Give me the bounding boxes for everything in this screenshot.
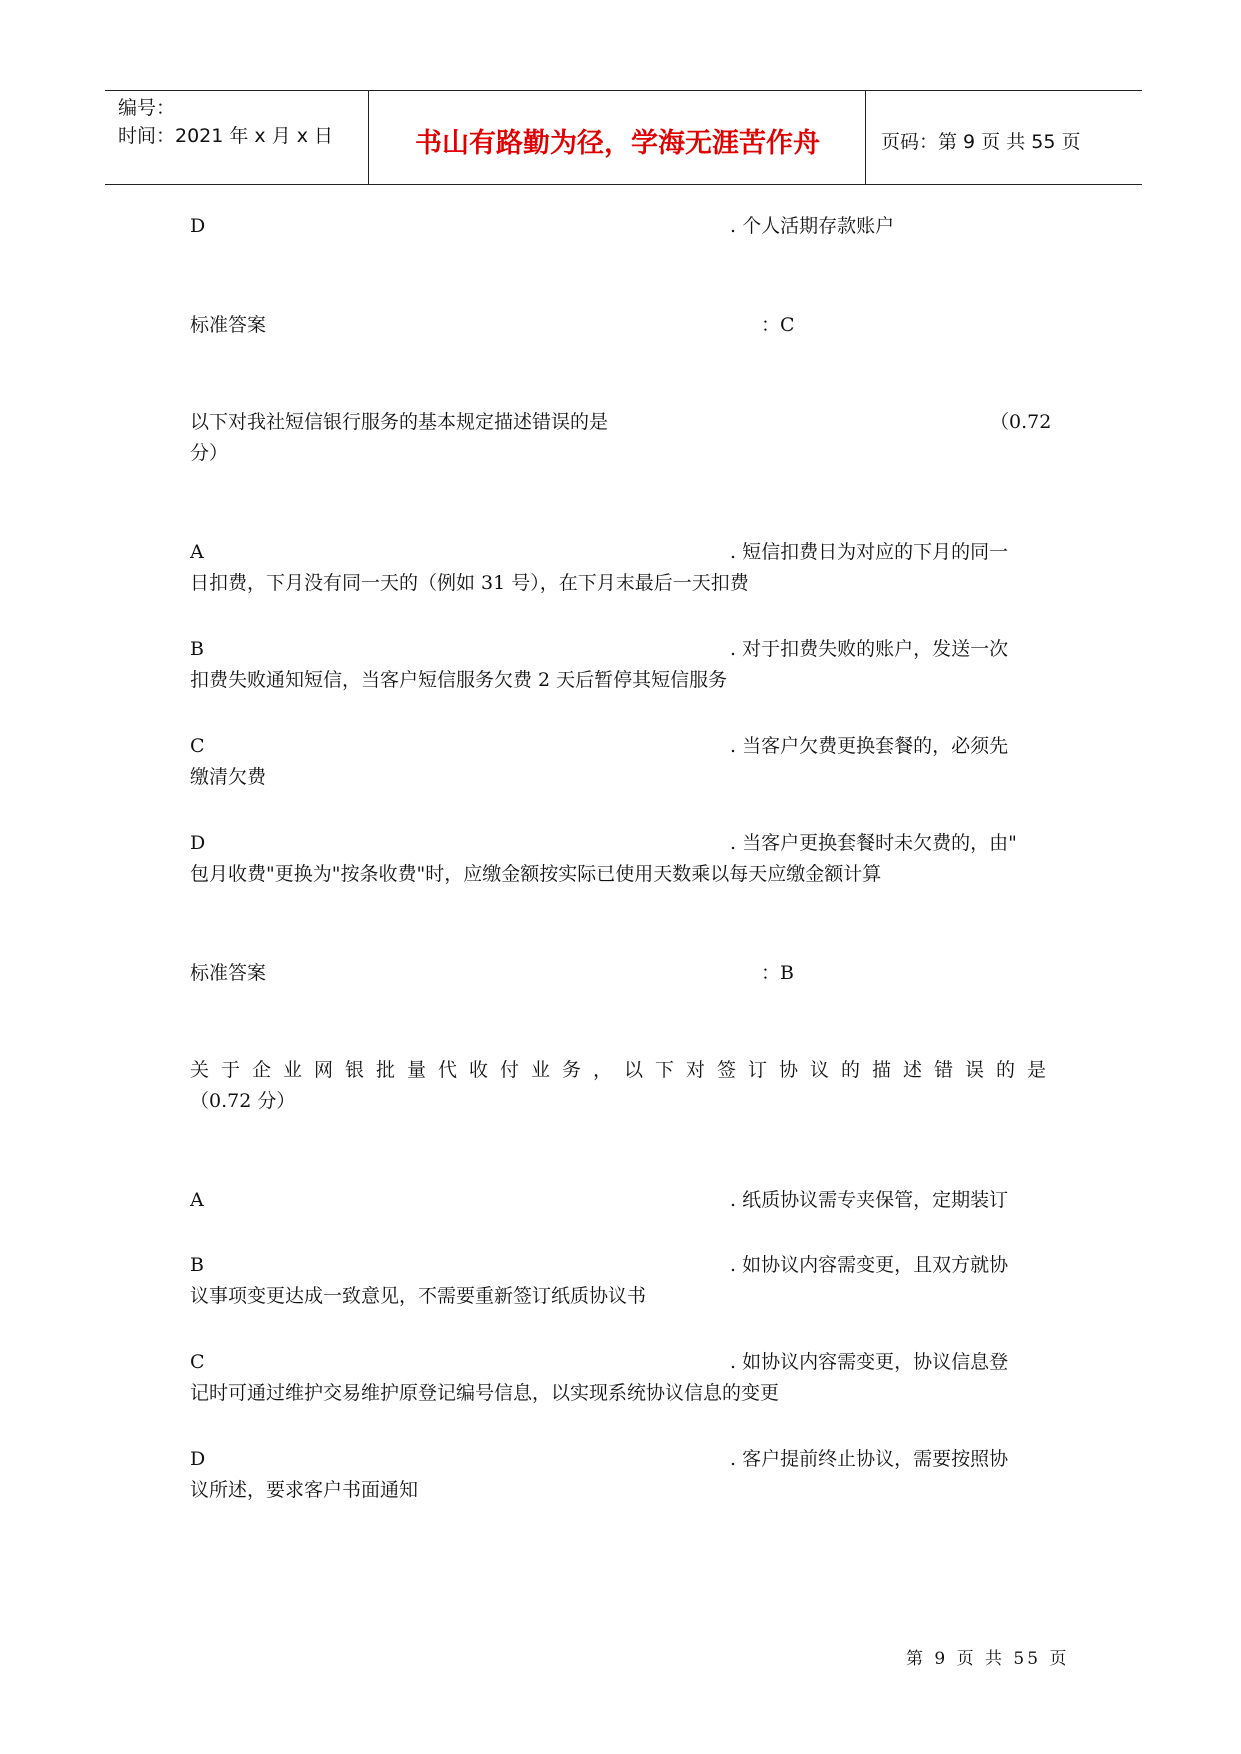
page-footer: 第 9 页 共 55 页 [906,1649,1070,1669]
option-letter-c: C [190,1351,205,1373]
answer-label: 标准答案 [190,314,267,336]
question-stem: 以下对我社短信银行服务的基本规定描述错误的是 [190,411,609,433]
option-text-d: . 当客户更换套餐时未欠费的，由" [730,832,1017,854]
option-letter-b: B [190,1254,204,1276]
option-text-c: . 如协议内容需变更，协议信息登 [730,1351,1009,1373]
time-label: 时间：2021 年 x 月 x 日 [118,125,334,147]
option-text-c-cont: 缴清欠费 [190,766,267,788]
option-text-b: . 如协议内容需变更，且双方就协 [730,1254,1009,1276]
header-motto [370,91,866,184]
motto-text: 书山有路勤为径，学海无涯苦作舟 [415,128,820,159]
option-letter-b: B [190,638,204,660]
option-letter-d: D [190,1448,206,1470]
option-text-a: . 纸质协议需专夹保管，定期装订 [730,1189,1009,1211]
serial-label: 编号： [118,97,176,119]
option-letter-d: D [190,832,206,854]
option-letter-a: A [190,1189,204,1211]
header-page [867,91,1142,184]
option-text-a: . 短信扣费日为对应的下月的同一 [730,541,1009,563]
question-score: （0.72 [990,411,1052,433]
answer-value: ：B [761,962,794,984]
option-letter-a: A [190,541,204,563]
option-text-b-cont: 议事项变更达成一致意见，不需要重新签订纸质协议书 [190,1285,647,1307]
option-text-d: . 客户提前终止协议，需要按照协 [730,1448,1009,1470]
option-letter-d: D [190,215,206,237]
page-header [105,90,1142,185]
option-text-d-cont: 议所述，要求客户书面通知 [190,1479,419,1501]
header-meta [105,91,369,184]
option-letter-c: C [190,735,205,757]
page-label: 页码：第 9 页 共 55 页 [881,131,1081,153]
option-text-d-cont: 包月收费"更换为"按条收费"时，应缴金额按实际已使用天数乘以每天应缴金额计算 [190,863,882,885]
question-score: （0.72 分） [190,1090,296,1112]
answer-label: 标准答案 [190,962,267,984]
option-text-d: . 个人活期存款账户 [730,215,895,237]
option-text-c-cont: 记时可通过维护交易维护原登记编号信息，以实现系统协议信息的变更 [190,1382,780,1404]
option-text-c: . 当客户欠费更换套餐的，必须先 [730,735,1009,757]
question-score-cont: 分） [190,442,229,464]
option-text-b: . 对于扣费失败的账户，发送一次 [730,638,1009,660]
option-text-a-cont: 日扣费，下月没有同一天的（例如 31 号），在下月末最后一天扣费 [190,572,749,594]
question-stem: 关于企业网银批量代收付业务，以下对签订协议的描述错误的是 [190,1059,1059,1081]
answer-value: ：C [761,314,795,336]
option-text-b-cont: 扣费失败通知短信，当客户短信服务欠费 2 天后暂停其短信服务 [190,669,728,691]
